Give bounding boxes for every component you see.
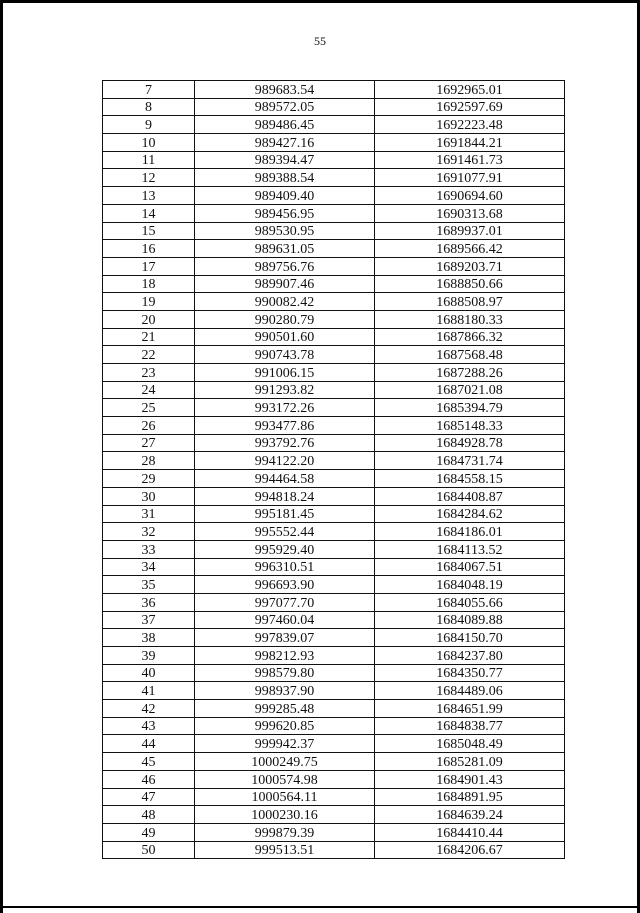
table-row: [103, 505, 565, 523]
table-row: [103, 434, 565, 452]
x-coordinate-cell: 991293.82: [195, 381, 375, 399]
y-coordinate-cell: 1684731.74: [375, 452, 565, 470]
table-row: [103, 257, 565, 275]
point-number-cell: 41: [103, 682, 195, 700]
x-coordinate-cell: 993792.76: [195, 434, 375, 452]
x-coordinate-cell: 990280.79: [195, 310, 375, 328]
y-coordinate-cell: 1685394.79: [375, 399, 565, 417]
point-number-cell: 23: [103, 364, 195, 382]
table-row: [103, 540, 565, 558]
table-row: [103, 593, 565, 611]
x-coordinate-cell: 999879.39: [195, 823, 375, 841]
table-row: [103, 81, 565, 99]
y-coordinate-cell: 1689203.71: [375, 257, 565, 275]
x-coordinate-cell: 999942.37: [195, 735, 375, 753]
point-number-cell: 44: [103, 735, 195, 753]
point-number-cell: 8: [103, 98, 195, 116]
table-row: [103, 134, 565, 152]
table-row: [103, 275, 565, 293]
table-row: [103, 523, 565, 541]
y-coordinate-cell: 1692597.69: [375, 98, 565, 116]
x-coordinate-cell: 1000574.98: [195, 770, 375, 788]
point-number-cell: 45: [103, 753, 195, 771]
table-row: [103, 753, 565, 771]
x-coordinate-cell: 993477.86: [195, 417, 375, 435]
y-coordinate-cell: 1685281.09: [375, 753, 565, 771]
table-row: [103, 222, 565, 240]
point-number-cell: 42: [103, 700, 195, 718]
y-coordinate-cell: 1691077.91: [375, 169, 565, 187]
y-coordinate-cell: 1684639.24: [375, 806, 565, 824]
table-row: [103, 381, 565, 399]
x-coordinate-cell: 1000249.75: [195, 753, 375, 771]
y-coordinate-cell: 1684651.99: [375, 700, 565, 718]
x-coordinate-cell: 990743.78: [195, 346, 375, 364]
y-coordinate-cell: 1687568.48: [375, 346, 565, 364]
y-coordinate-cell: 1684558.15: [375, 470, 565, 488]
table-row: [103, 470, 565, 488]
table-row: [103, 664, 565, 682]
x-coordinate-cell: 995552.44: [195, 523, 375, 541]
y-coordinate-cell: 1687866.32: [375, 328, 565, 346]
table-row: [103, 116, 565, 134]
x-coordinate-cell: 999285.48: [195, 700, 375, 718]
point-number-cell: 22: [103, 346, 195, 364]
y-coordinate-cell: 1684284.62: [375, 505, 565, 523]
x-coordinate-cell: 995929.40: [195, 540, 375, 558]
point-number-cell: 33: [103, 540, 195, 558]
point-number-cell: 20: [103, 310, 195, 328]
y-coordinate-cell: 1684113.52: [375, 540, 565, 558]
y-coordinate-cell: 1684901.43: [375, 770, 565, 788]
x-coordinate-cell: 994818.24: [195, 487, 375, 505]
table-row: [103, 293, 565, 311]
point-number-cell: 49: [103, 823, 195, 841]
x-coordinate-cell: 989486.45: [195, 116, 375, 134]
page-number: 55: [314, 34, 326, 48]
y-coordinate-cell: 1691461.73: [375, 151, 565, 169]
table-row: [103, 823, 565, 841]
point-number-cell: 13: [103, 187, 195, 205]
y-coordinate-cell: 1687288.26: [375, 364, 565, 382]
y-coordinate-cell: 1689937.01: [375, 222, 565, 240]
point-number-cell: 28: [103, 452, 195, 470]
y-coordinate-cell: 1690313.68: [375, 204, 565, 222]
y-coordinate-cell: 1684350.77: [375, 664, 565, 682]
y-coordinate-cell: 1692965.01: [375, 81, 565, 99]
y-coordinate-cell: 1691844.21: [375, 134, 565, 152]
point-number-cell: 25: [103, 399, 195, 417]
coordinates-table: [102, 80, 565, 859]
y-coordinate-cell: 1687021.08: [375, 381, 565, 399]
point-number-cell: 48: [103, 806, 195, 824]
table-row: [103, 399, 565, 417]
table-row: [103, 700, 565, 718]
point-number-cell: 24: [103, 381, 195, 399]
point-number-cell: 26: [103, 417, 195, 435]
y-coordinate-cell: 1685048.49: [375, 735, 565, 753]
point-number-cell: 30: [103, 487, 195, 505]
x-coordinate-cell: 994122.20: [195, 452, 375, 470]
x-coordinate-cell: 989427.16: [195, 134, 375, 152]
point-number-cell: 27: [103, 434, 195, 452]
x-coordinate-cell: 995181.45: [195, 505, 375, 523]
x-coordinate-cell: 989394.47: [195, 151, 375, 169]
y-coordinate-cell: 1684089.88: [375, 611, 565, 629]
table-row: [103, 310, 565, 328]
x-coordinate-cell: 994464.58: [195, 470, 375, 488]
x-coordinate-cell: 991006.15: [195, 364, 375, 382]
table-row: [103, 204, 565, 222]
table-row: [103, 98, 565, 116]
x-coordinate-cell: 989631.05: [195, 240, 375, 258]
table-row: [103, 611, 565, 629]
y-coordinate-cell: 1684186.01: [375, 523, 565, 541]
table-row: [103, 629, 565, 647]
y-coordinate-cell: 1684408.87: [375, 487, 565, 505]
point-number-cell: 31: [103, 505, 195, 523]
y-coordinate-cell: 1684410.44: [375, 823, 565, 841]
x-coordinate-cell: 997077.70: [195, 593, 375, 611]
point-number-cell: 14: [103, 204, 195, 222]
point-number-cell: 34: [103, 558, 195, 576]
point-number-cell: 19: [103, 293, 195, 311]
x-coordinate-cell: 990501.60: [195, 328, 375, 346]
table-row: [103, 364, 565, 382]
table-row: [103, 806, 565, 824]
bottom-rule: [0, 906, 640, 908]
y-coordinate-cell: 1690694.60: [375, 187, 565, 205]
y-coordinate-cell: 1684928.78: [375, 434, 565, 452]
point-number-cell: 32: [103, 523, 195, 541]
y-coordinate-cell: 1684055.66: [375, 593, 565, 611]
y-coordinate-cell: 1684838.77: [375, 717, 565, 735]
x-coordinate-cell: 989456.95: [195, 204, 375, 222]
y-coordinate-cell: 1692223.48: [375, 116, 565, 134]
point-number-cell: 47: [103, 788, 195, 806]
point-number-cell: 17: [103, 257, 195, 275]
x-coordinate-cell: 998937.90: [195, 682, 375, 700]
x-coordinate-cell: 989572.05: [195, 98, 375, 116]
point-number-cell: 37: [103, 611, 195, 629]
table-row: [103, 328, 565, 346]
point-number-cell: 16: [103, 240, 195, 258]
x-coordinate-cell: 1000564.11: [195, 788, 375, 806]
table-row: [103, 647, 565, 665]
x-coordinate-cell: 998579.80: [195, 664, 375, 682]
y-coordinate-cell: 1688180.33: [375, 310, 565, 328]
table-row: [103, 487, 565, 505]
point-number-cell: 50: [103, 841, 195, 859]
x-coordinate-cell: 996310.51: [195, 558, 375, 576]
table-row: [103, 169, 565, 187]
point-number-cell: 11: [103, 151, 195, 169]
point-number-cell: 40: [103, 664, 195, 682]
point-number-cell: 10: [103, 134, 195, 152]
x-coordinate-cell: 989907.46: [195, 275, 375, 293]
point-number-cell: 21: [103, 328, 195, 346]
point-number-cell: 38: [103, 629, 195, 647]
table-row: [103, 682, 565, 700]
x-coordinate-cell: 989530.95: [195, 222, 375, 240]
table-row: [103, 770, 565, 788]
x-coordinate-cell: 989409.40: [195, 187, 375, 205]
x-coordinate-cell: 989388.54: [195, 169, 375, 187]
point-number-cell: 46: [103, 770, 195, 788]
table-row: [103, 187, 565, 205]
table-row: [103, 240, 565, 258]
y-coordinate-cell: 1688508.97: [375, 293, 565, 311]
y-coordinate-cell: 1684489.06: [375, 682, 565, 700]
table-row: [103, 576, 565, 594]
point-number-cell: 12: [103, 169, 195, 187]
table-row: [103, 452, 565, 470]
point-number-cell: 36: [103, 593, 195, 611]
y-coordinate-cell: 1689566.42: [375, 240, 565, 258]
table-row: [103, 346, 565, 364]
point-number-cell: 39: [103, 647, 195, 665]
x-coordinate-cell: 999513.51: [195, 841, 375, 859]
x-coordinate-cell: 990082.42: [195, 293, 375, 311]
y-coordinate-cell: 1684067.51: [375, 558, 565, 576]
x-coordinate-cell: 997460.04: [195, 611, 375, 629]
x-coordinate-cell: 989756.76: [195, 257, 375, 275]
point-number-cell: 9: [103, 116, 195, 134]
x-coordinate-cell: 999620.85: [195, 717, 375, 735]
y-coordinate-cell: 1685148.33: [375, 417, 565, 435]
point-number-cell: 7: [103, 81, 195, 99]
y-coordinate-cell: 1684237.80: [375, 647, 565, 665]
point-number-cell: 43: [103, 717, 195, 735]
point-number-cell: 35: [103, 576, 195, 594]
point-number-cell: 18: [103, 275, 195, 293]
x-coordinate-cell: 997839.07: [195, 629, 375, 647]
y-coordinate-cell: 1684150.70: [375, 629, 565, 647]
coordinates-table-body: [103, 81, 565, 859]
table-row: [103, 841, 565, 859]
y-coordinate-cell: 1684048.19: [375, 576, 565, 594]
table-row: [103, 717, 565, 735]
x-coordinate-cell: 989683.54: [195, 81, 375, 99]
y-coordinate-cell: 1684206.67: [375, 841, 565, 859]
x-coordinate-cell: 998212.93: [195, 647, 375, 665]
y-coordinate-cell: 1684891.95: [375, 788, 565, 806]
x-coordinate-cell: 1000230.16: [195, 806, 375, 824]
table-row: [103, 735, 565, 753]
point-number-cell: 29: [103, 470, 195, 488]
table-row: [103, 788, 565, 806]
x-coordinate-cell: 996693.90: [195, 576, 375, 594]
x-coordinate-cell: 993172.26: [195, 399, 375, 417]
y-coordinate-cell: 1688850.66: [375, 275, 565, 293]
table-row: [103, 417, 565, 435]
table-row: [103, 558, 565, 576]
table-row: [103, 151, 565, 169]
point-number-cell: 15: [103, 222, 195, 240]
